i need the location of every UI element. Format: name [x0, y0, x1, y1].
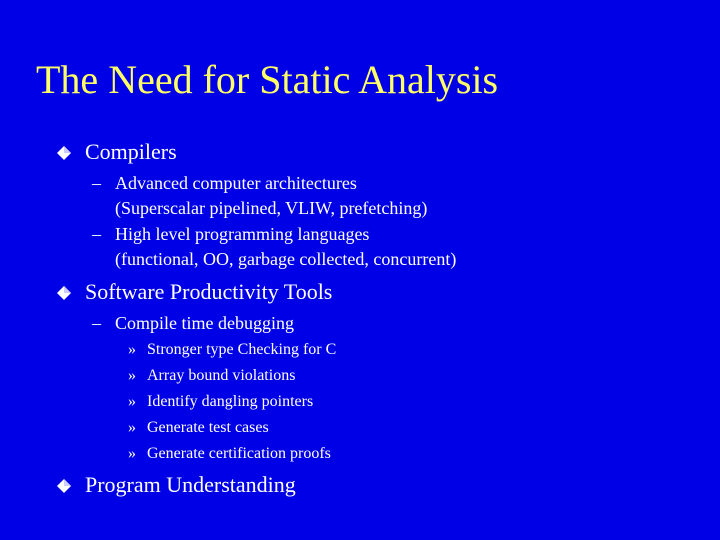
subitem-architectures-detail: (Superscalar pipelined, VLIW, prefetching)	[115, 198, 428, 218]
dash-bullet: –	[92, 313, 101, 333]
diamond-bullet-icon	[57, 479, 71, 493]
dash-bullet: –	[92, 224, 101, 244]
raquo-bullet: »	[128, 419, 136, 436]
slide-title: The Need for Static Analysis	[36, 57, 499, 102]
point-dangling-pointers: Identify dangling pointers	[147, 393, 314, 410]
subitem-languages-detail: (functional, OO, garbage collected, concurrent)	[115, 249, 457, 269]
subitem-architectures: Advanced computer architectures	[115, 173, 357, 193]
point-test-cases: Generate test cases	[147, 419, 269, 436]
point-type-checking: Stronger type Checking for C	[147, 341, 337, 358]
raquo-bullet: »	[128, 367, 136, 384]
raquo-bullet: »	[128, 341, 136, 358]
point-certification-proofs: Generate certification proofs	[147, 445, 331, 462]
point-array-bounds: Array bound violations	[147, 367, 296, 384]
bullet-program-understanding: Program Understanding	[85, 472, 296, 497]
diamond-bullet-icon	[57, 286, 71, 300]
diamond-bullet-icon	[57, 146, 71, 160]
subitem-languages: High level programming languages	[115, 224, 370, 244]
dash-bullet: –	[92, 173, 101, 193]
raquo-bullet: »	[128, 393, 136, 410]
bullet-compilers: Compilers	[85, 139, 177, 164]
subitem-compile-time-debugging: Compile time debugging	[115, 313, 294, 333]
raquo-bullet: »	[128, 445, 136, 462]
bullet-productivity-tools: Software Productivity Tools	[85, 279, 333, 304]
